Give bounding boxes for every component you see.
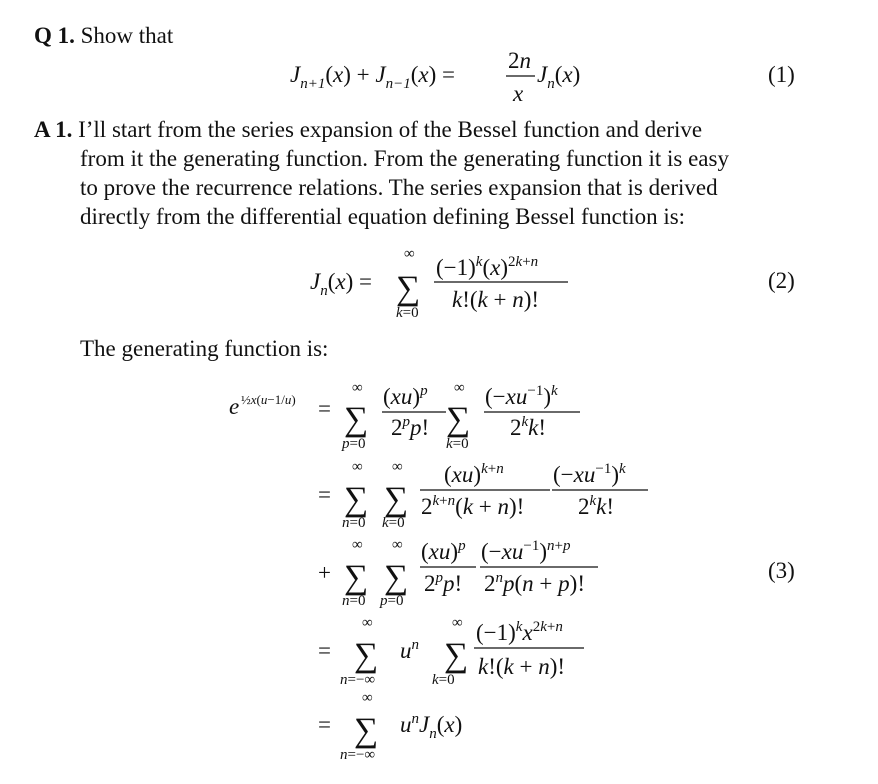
- eq3-fraction-denominator: 2$^k$k!: [510, 414, 547, 440]
- eq1-lhs: $J_{n+1}(x) + J_{n-1}(x)$ =: [290, 62, 455, 92]
- eq3-final-term: $u^nJ_n(x)$: [400, 711, 463, 742]
- eq3-sum-lower: k=0: [382, 515, 405, 531]
- eq3-sum-symbol: ∑: [344, 559, 369, 596]
- eq3-sum-upper: ∞: [362, 690, 373, 706]
- eq2-sum-symbol: ∑: [396, 270, 421, 307]
- eq3-equals: =: [318, 712, 331, 737]
- eq3-sum-upper: ∞: [352, 459, 363, 475]
- eq3-sum-symbol: ∑: [354, 637, 379, 674]
- eq3-sum-upper: ∞: [392, 537, 403, 553]
- answer-text-line: directly from the differential equation defining Bessel function is:: [80, 204, 686, 229]
- eq3-sum-symbol: ∑: [354, 712, 379, 749]
- eq3-sum-lower: n=−∞: [340, 672, 376, 688]
- eq2-lhs: $J_n(x)$ =: [310, 269, 372, 299]
- eq1-denominator: x: [513, 81, 524, 106]
- answer-text-line: I’ll start from the series expansion of the Bessel function and derive: [78, 117, 703, 142]
- question-text: Show that: [80, 23, 174, 48]
- generating-function-text: The generating function is:: [80, 336, 329, 361]
- eq1-rhs: $J_n(x)$: [537, 62, 581, 92]
- eq3-fraction-numerator: (xu)$^p$: [383, 383, 428, 409]
- eq3-equals: =: [318, 396, 331, 421]
- eq3-exponential: e: [229, 394, 240, 419]
- eq1-numerator: 2n: [508, 48, 531, 73]
- eq2-sum-lower: k=0: [396, 305, 419, 321]
- equation-3: [0, 376, 878, 776]
- eq3-exponent: ½x(u−1/u): [241, 392, 296, 407]
- eq3-sum-lower: p=0: [342, 436, 366, 452]
- eq3-sum-symbol: ∑: [344, 481, 369, 518]
- answer-text-line: to prove the recurrence relations. The series expansion that is derived: [80, 175, 718, 200]
- equation-3-number: (3): [768, 558, 795, 583]
- answer-line-1: [34, 115, 702, 144]
- eq3-plus: +: [318, 560, 331, 585]
- eq3-fraction-numerator: $(-xu^{-1})^n+p$: [481, 538, 571, 564]
- eq3-equals: =: [318, 638, 331, 663]
- eq3-sum-symbol: ∑: [444, 637, 469, 674]
- eq3-fraction-numerator: $(-xu^{-1})^k$: [553, 461, 626, 487]
- eq2-numerator: $(-1)^k(x)^2k+n$: [436, 254, 539, 280]
- eq3-sum-upper: ∞: [362, 615, 373, 631]
- eq3-equals: =: [318, 482, 331, 507]
- eq3-fraction-numerator: (xu)$^k$+n: [444, 461, 504, 487]
- eq3-sum-symbol: ∑: [384, 481, 409, 518]
- eq3-sum-upper: ∞: [352, 380, 363, 396]
- answer-label: A 1.: [34, 117, 73, 142]
- question-label: Q 1.: [34, 23, 75, 48]
- eq2-denominator: k!(k + n)!: [452, 287, 540, 312]
- eq3-sum-lower: k=0: [446, 436, 469, 452]
- eq3-sum-upper: ∞: [392, 459, 403, 475]
- eq3-fraction-numerator: (xu)$^p$: [421, 538, 466, 564]
- eq3-sum-upper: ∞: [352, 537, 363, 553]
- eq3-fraction-denominator: 2$^k$k!: [578, 493, 615, 519]
- eq2-sum-upper: ∞: [404, 246, 415, 262]
- eq3-sum-symbol: ∑: [344, 401, 369, 438]
- eq3-fraction-denominator: 2$^p$p!: [391, 414, 430, 440]
- eq3-sum-lower: n=0: [342, 593, 366, 609]
- equation-2: [0, 235, 878, 335]
- equation-1-number: (1): [768, 62, 795, 87]
- eq3-sum-lower: k=0: [432, 672, 455, 688]
- eq3-sum-symbol: ∑: [446, 401, 471, 438]
- eq3-fraction-numerator: $(-xu^{-1})^k$: [485, 383, 558, 409]
- answer-text-line: from it the generating function. From the generating function it is easy: [80, 146, 729, 171]
- eq3-sum-lower: p=0: [380, 593, 404, 609]
- eq3-fraction-numerator: $(-1)^kx^2k+n$: [476, 619, 563, 645]
- eq3-fraction-denominator: $2^np(n + p)$!: [484, 570, 585, 596]
- eq3-sum-upper: ∞: [452, 615, 463, 631]
- eq3-sum-lower: n=0: [342, 515, 366, 531]
- eq3-fraction-denominator: k!(k + n)!: [478, 654, 566, 679]
- eq3-sum-upper: ∞: [454, 380, 465, 396]
- eq3-sum-symbol: ∑: [384, 559, 409, 596]
- eq3-fraction-denominator: $2^k+n(k + n)$!: [421, 493, 525, 519]
- eq3-u-power: $u^n$: [400, 637, 419, 663]
- eq3-sum-lower: n=−∞: [340, 747, 376, 763]
- equation-2-number: (2): [768, 268, 795, 293]
- eq3-fraction-denominator: 2$^p$p!: [424, 570, 463, 596]
